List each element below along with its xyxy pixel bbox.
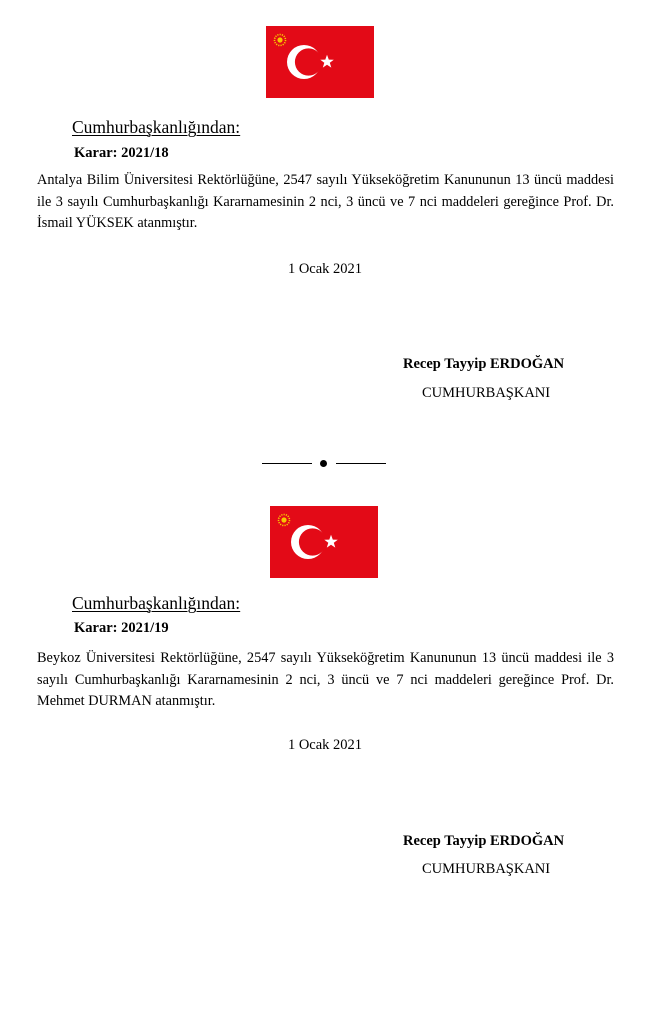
decision-number: Karar: 2021/18: [74, 145, 169, 161]
separator-dot: [320, 460, 327, 467]
signer-name: Recep Tayyip ERDOĞAN: [403, 356, 565, 372]
decree-date: 1 Ocak 2021: [287, 261, 363, 277]
turkish-flag-icon: [266, 26, 374, 98]
decree-date: 1 Ocak 2021: [287, 737, 363, 753]
turkish-flag-icon: [270, 506, 378, 578]
signer-title: CUMHURBAŞKANI: [422, 861, 551, 877]
signer-title: CUMHURBAŞKANI: [422, 385, 551, 401]
signer-name: Recep Tayyip ERDOĞAN: [403, 833, 565, 849]
issuer-heading: Cumhurbaşkanlığından:: [72, 593, 241, 613]
decree-body: Antalya Bilim Üniversitesi Rektörlüğüne, 2547 sayılı Yükseköğretim Kanununun 13 üncü maddesi ile 3 sayılı Cumhurbaşkanlığı Kararnamesinin 2 nci, 3 üncü ve 7 nci maddeleri gereğince Prof. Dr. İsmail YÜKSEK atanmıştır.: [37, 172, 614, 231]
issuer-heading: Cumhurbaşkanlığından:: [72, 117, 241, 137]
decree-body: Beykoz Üniversitesi Rektörlüğüne, 2547 sayılı Yükseköğretim Kanununun 13 üncü maddesi ile 3 sayılı Cumhurbaşkanlığı Kararnamesinin 2 nci, 3 üncü ve 7 nci maddeleri gereğince Prof. Dr. Mehmet DURMAN atanmıştır.: [37, 650, 614, 709]
section-separator: [262, 456, 386, 470]
decision-number: Karar: 2021/19: [74, 620, 169, 636]
